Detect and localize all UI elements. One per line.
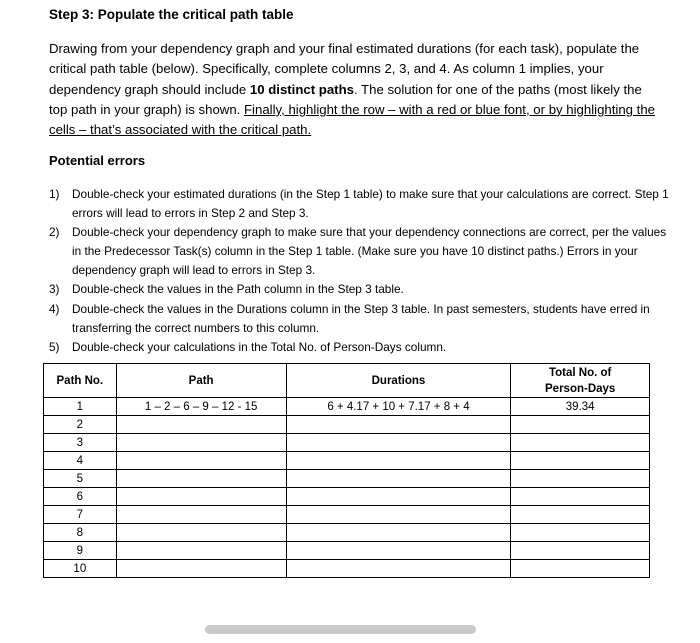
error-number: 4) (49, 301, 60, 316)
errors-heading: Potential errors (49, 153, 146, 168)
intro-bold-text: 10 distinct paths (249, 81, 354, 97)
table-row (44, 416, 650, 434)
header-total-text: Total No. of Person-Days (545, 366, 616, 395)
header-path-no: Path No. (44, 364, 117, 398)
cell-durations (286, 470, 511, 488)
table-row (44, 452, 650, 470)
error-text: Double-check the values in the Durations column in the Step 3 table. In past semesters, students have erred in transferring the correct numbers to this column. (72, 301, 650, 335)
error-item (49, 223, 669, 280)
cell-path-no: 2 (44, 416, 117, 434)
error-item (49, 185, 669, 223)
cell-path (116, 452, 286, 470)
cell-durations (286, 416, 511, 434)
cell-path (116, 560, 286, 578)
critical-path-table (43, 363, 650, 578)
cell-total (511, 506, 650, 524)
cell-total (511, 470, 650, 488)
table-row (44, 560, 650, 578)
cell-path (116, 416, 286, 434)
error-text: Double-check your estimated durations (in the Step 1 table) to make sure that your calculations are correct. Step 1 errors will lead to errors in Step 2 and Step 3. (72, 187, 669, 221)
errors-list (49, 185, 669, 357)
header-durations: Durations (286, 364, 511, 398)
intro-text-1: Drawing from your dependency graph and your final estimated durations (for each task), populate the critical path table (below). Specifically, complete columns 2, 3, and 4. As column 1 implies, your dependency graph should include (49, 41, 640, 97)
error-number: 2) (49, 225, 60, 240)
cell-durations (286, 524, 511, 542)
cell-total (511, 434, 650, 452)
header-path: Path (116, 364, 286, 398)
table-row (44, 488, 650, 506)
step-title: Step 3: Populate the critical path table (49, 7, 294, 22)
cell-total (511, 524, 650, 542)
cell-path-no: 9 (44, 542, 117, 560)
cell-total (511, 416, 650, 434)
cell-total (511, 542, 650, 560)
table-row (44, 470, 650, 488)
intro-text-2: . The solution for one of the paths (most likely the top path in your graph) is shown. (49, 81, 642, 117)
header-total-person-days (511, 364, 650, 398)
cell-total (511, 452, 650, 470)
error-item (49, 300, 669, 338)
cell-path-no: 6 (44, 488, 117, 506)
cell-total (511, 488, 650, 506)
error-number: 1) (49, 187, 60, 201)
error-text: Double-check the values in the Path column in the Step 3 table. (72, 282, 404, 297)
table-row (44, 542, 650, 560)
cell-path-no: 10 (44, 560, 117, 578)
cell-path (116, 470, 286, 488)
cell-total (511, 560, 650, 578)
cell-durations (286, 506, 511, 524)
cell-path-no: 3 (44, 434, 117, 452)
error-text: Double-check your dependency graph to make sure that your dependency connections are correct, per the values in the Predecessor Task(s) column in the Step 1 table. (Make sure you have 10 distinct paths.) Errors in your dependency graph will lead to errors in Step 3. (72, 225, 667, 278)
cell-path-no: 5 (44, 470, 117, 488)
cell-path (116, 488, 286, 506)
table-row (44, 398, 650, 416)
cell-durations (286, 452, 511, 470)
cell-path (116, 434, 286, 452)
cell-total: 39.34 (511, 398, 650, 416)
intro-underlined-text: Finally, highlight the row – with a red or blue font, or by highlighting the cells – that’s associated with the critical path. (49, 101, 656, 138)
cell-durations (286, 434, 511, 452)
cell-path (116, 506, 286, 524)
intro-paragraph (49, 39, 661, 140)
cell-path-no: 7 (44, 506, 117, 524)
cell-durations: 6 + 4.17 + 10 + 7.17 + 8 + 4 (286, 398, 511, 416)
error-number: 5) (49, 339, 60, 354)
error-number: 3) (49, 282, 60, 297)
table-row (44, 434, 650, 452)
cell-durations (286, 560, 511, 578)
horizontal-scrollbar[interactable] (205, 625, 476, 634)
cell-path-no: 4 (44, 452, 117, 470)
error-item (49, 280, 669, 299)
cell-path (116, 542, 286, 560)
table-row (44, 524, 650, 542)
error-item (49, 338, 669, 357)
table-row (44, 506, 650, 524)
error-text: Double-check your calculations in the Total No. of Person-Days column. (72, 339, 447, 354)
cell-path-no: 1 (44, 398, 117, 416)
cell-path (116, 524, 286, 542)
cell-durations (286, 488, 511, 506)
cell-durations (286, 542, 511, 560)
cell-path: 1 – 2 – 6 – 9 – 12 - 15 (116, 398, 286, 416)
cell-path-no: 8 (44, 524, 117, 542)
table-header-row (44, 364, 650, 398)
